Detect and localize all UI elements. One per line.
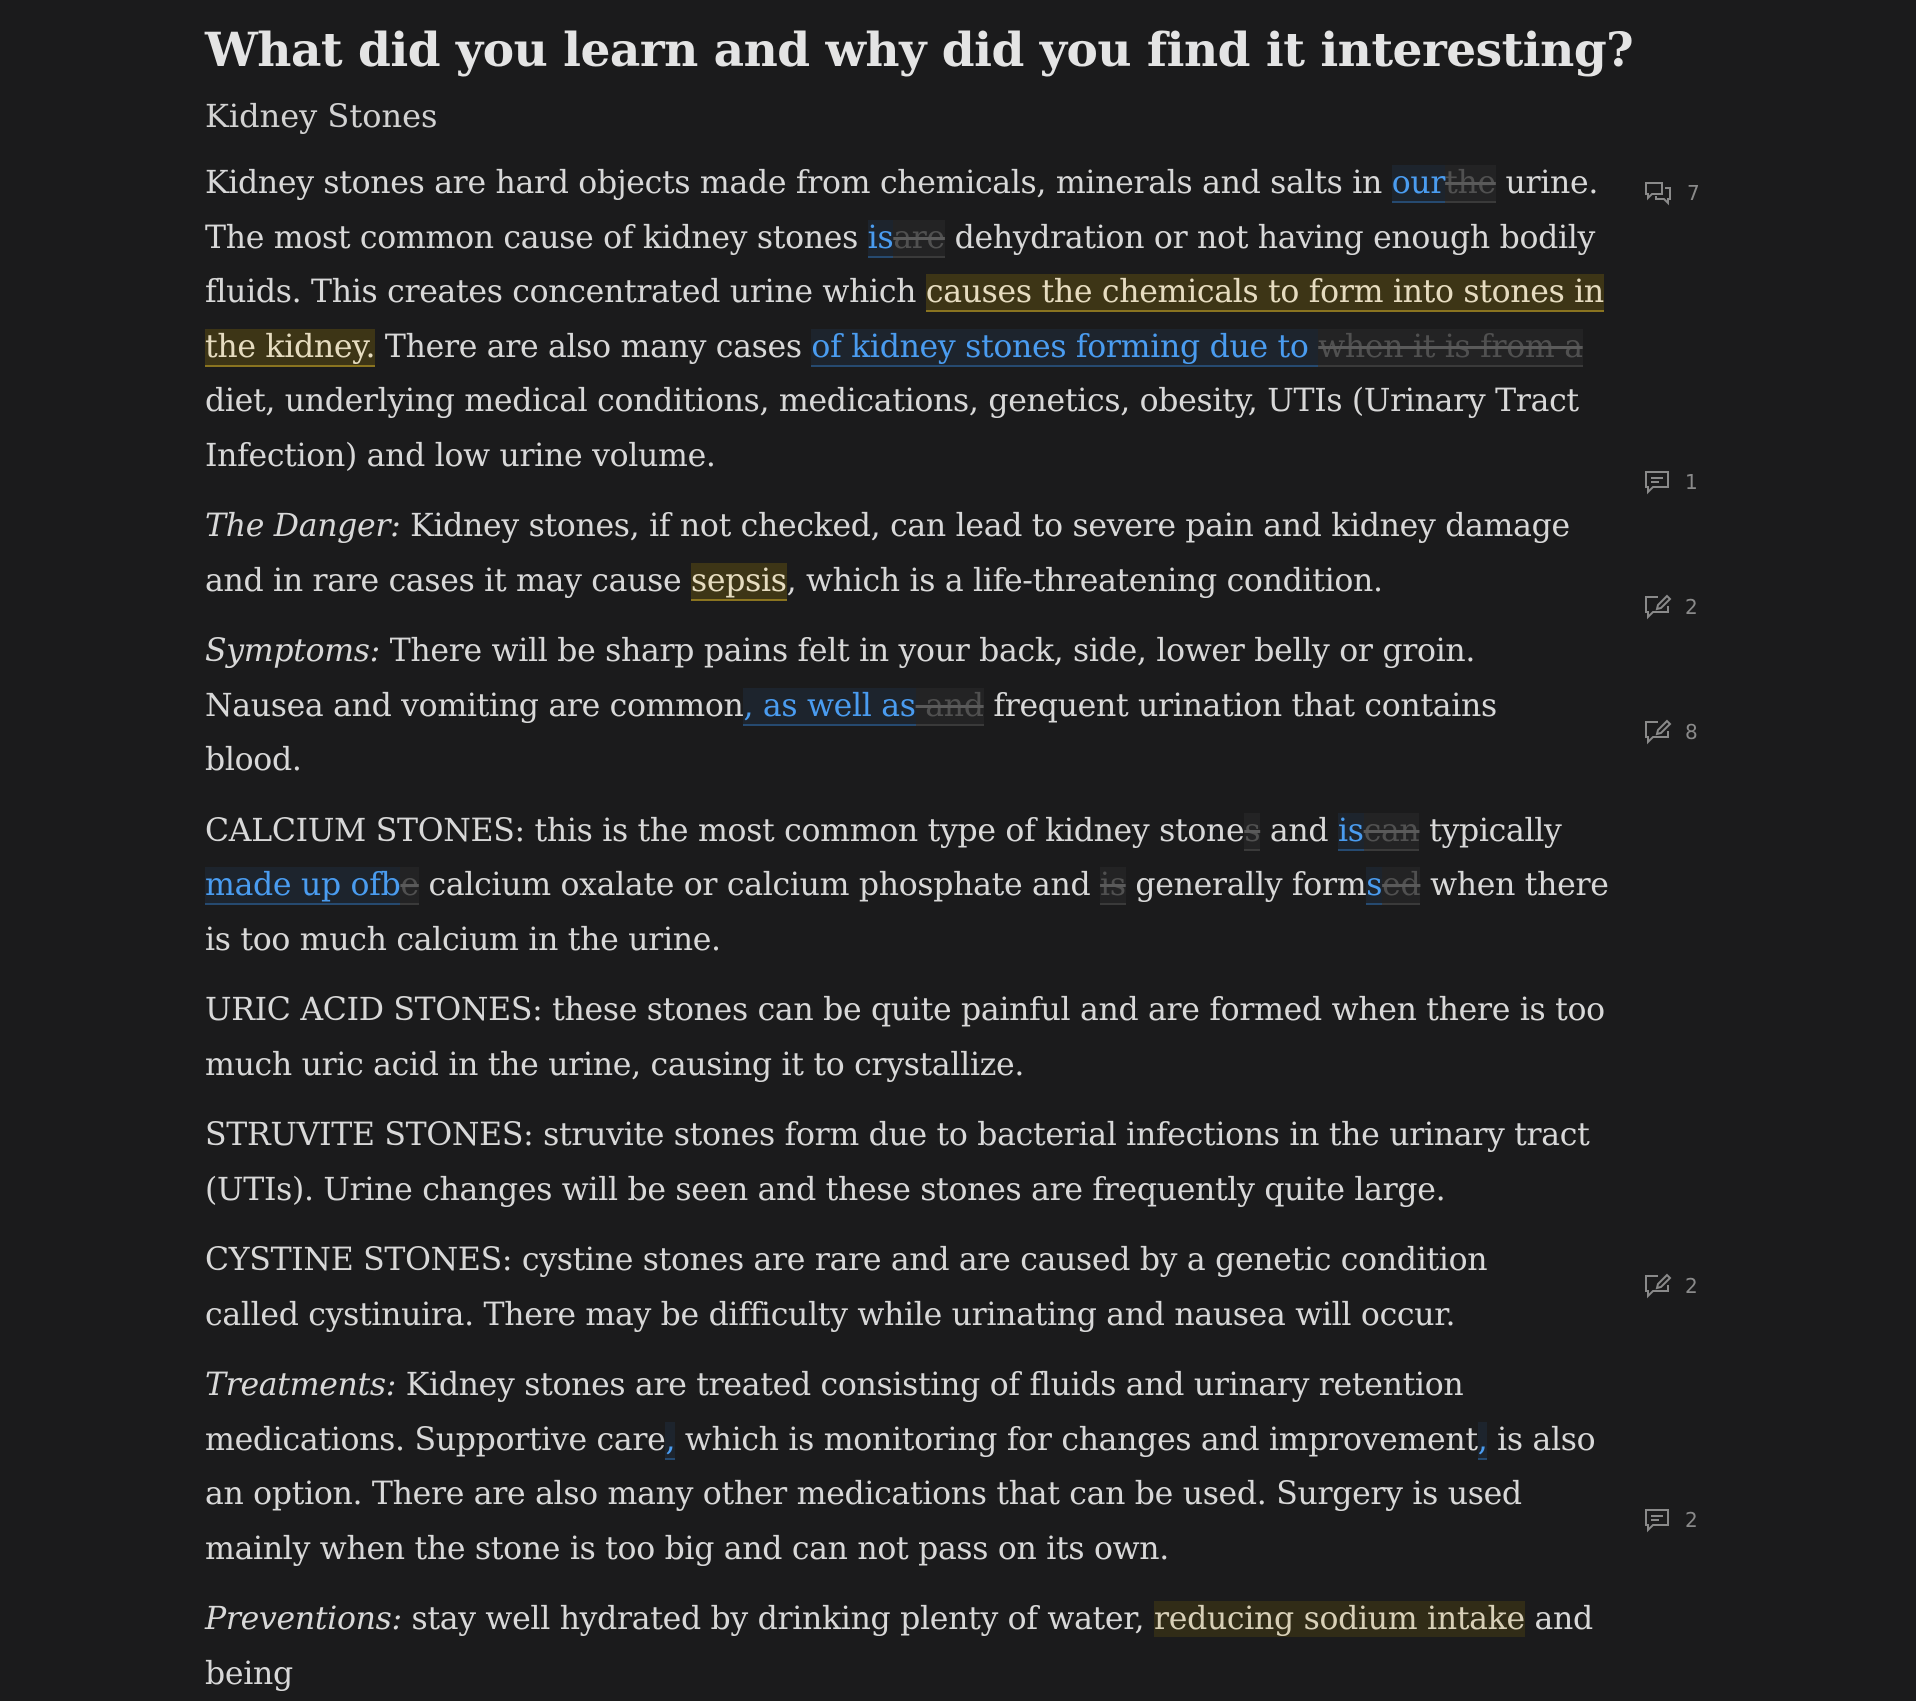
paragraph-treatments[interactable] (205, 1358, 1615, 1576)
tracked-insertion[interactable]: our (1391, 165, 1446, 201)
text-span: Kidney stones, if not checked, can lead to severe pain and kidney damage and in rare cases it may cause (205, 508, 1570, 599)
page-title: What did you learn and why did you find it interesting? (205, 23, 1634, 78)
tracked-insertion[interactable]: is (867, 219, 894, 256)
tracked-deletion[interactable]: s (1244, 812, 1261, 849)
text-span: There are also many cases (375, 328, 812, 365)
comment-marker-2[interactable] (1643, 469, 1698, 495)
tracked-insertion[interactable]: , (665, 1421, 676, 1458)
text-span: calcium oxalate or calcium phosphate and (418, 867, 1101, 903)
text-span: CALCIUM STONES: this is the most common type of kidney stone (205, 812, 1245, 849)
tracked-insertion[interactable]: made up of (205, 867, 381, 903)
tracked-insertion[interactable]: is (1337, 812, 1364, 849)
document-body (205, 0, 1634, 1701)
tracked-deletion[interactable]: e (400, 867, 419, 903)
comment-count: 2 (1685, 1508, 1698, 1532)
comment-count: 2 (1685, 595, 1698, 619)
text-span: URIC ACID STONES: these stones can be quite painful and are formed when there is too much uric acid in the urine, causing it to crystallize. (205, 992, 1605, 1083)
comment-marker-3[interactable] (1643, 594, 1698, 620)
comment-marker-4[interactable] (1643, 719, 1698, 745)
comment-count: 2 (1685, 1274, 1698, 1298)
text-span: typically (1419, 812, 1562, 849)
text-span: There will be sharp pains felt in your back, side, lower belly or groin. Nausea and vomiting are common (205, 633, 1476, 724)
text-span: STRUVITE STONES: struvite stones form due to bacterial infections in the urinary tract (UTIs). Urine changes will be seen and these stones are frequently quite large. (205, 1117, 1590, 1208)
text-span: CYSTINE STONES: cystine stones are rare and are caused by a genetic condition called cystinuira. There may be difficulty while urinating and nausea will occur. (205, 1242, 1488, 1333)
tracked-deletion[interactable]: when it is from a (1318, 328, 1583, 365)
comment-highlight[interactable]: causes the chemicals to form into stones in the kidney. (205, 274, 1604, 365)
text-span: and (1260, 812, 1338, 849)
text-span: generally form (1125, 867, 1367, 903)
text-span: dehydration or not having enough bodily fluids. This creates concentrated urine which (205, 219, 1596, 310)
comment-icon[interactable] (1643, 1507, 1671, 1533)
text-span: stay well hydrated by drinking plenty of water, (401, 1601, 1154, 1637)
tracked-deletion[interactable]: can (1363, 812, 1420, 849)
text-span: and being (205, 1601, 1593, 1692)
comment-edit-icon[interactable] (1643, 1273, 1671, 1299)
section-label: Preventions: (205, 1601, 402, 1637)
comment-marker-5[interactable] (1643, 1273, 1698, 1299)
comment-marker-6[interactable] (1643, 1507, 1698, 1533)
text-span: when there is too much calcium in the urine. (205, 867, 1609, 958)
text-span: Kidney stones are hard objects made from chemicals, minerals and salts in (205, 165, 1392, 201)
comment-count: 8 (1685, 720, 1698, 744)
text-span: urine. The most common cause of kidney stones (205, 165, 1599, 256)
comment-highlight[interactable]: sepsis (691, 562, 787, 599)
paragraph-danger[interactable] (205, 499, 1615, 608)
paragraph-intro[interactable] (205, 156, 1625, 483)
tracked-insertion[interactable]: b (380, 867, 401, 903)
comment-count: 7 (1687, 181, 1700, 205)
paragraph-calcium-stones[interactable] (205, 804, 1625, 968)
text-span: diet, underlying medical conditions, medications, genetics, obesity, UTIs (Urinary Tract Infection) and low urine volume. (205, 383, 1579, 474)
text-span: is also an option. There are also many other medications that can be used. Surgery is used mainly when the stone is too big and can not pass on its own. (205, 1421, 1596, 1567)
text-span: Kidney stones are treated consisting of fluids and urinary retention medications. Supportive care (205, 1367, 1464, 1458)
comment-icon[interactable] (1643, 469, 1671, 495)
tracked-deletion[interactable]: and (915, 687, 984, 724)
paragraph-struvite-stones[interactable] (205, 1108, 1625, 1217)
text-span: , which is a life-threatening condition. (786, 562, 1383, 599)
tracked-deletion[interactable]: are (893, 219, 945, 256)
comment-marker-1[interactable] (1643, 180, 1700, 206)
text-span: which is monitoring for changes and improvement (675, 1421, 1478, 1458)
tracked-deletion[interactable]: ed (1382, 867, 1421, 903)
comment-edit-icon[interactable] (1643, 594, 1671, 620)
tracked-deletion[interactable]: the (1445, 165, 1496, 201)
paragraph-preventions[interactable] (205, 1592, 1625, 1701)
tracked-insertion[interactable]: , (1477, 1421, 1488, 1458)
tracked-deletion[interactable]: is (1100, 867, 1126, 903)
section-label: Treatments: (205, 1367, 397, 1403)
section-label: Symptoms: (205, 633, 380, 669)
comment-count: 1 (1685, 470, 1698, 494)
document-subtitle: Kidney Stones (205, 97, 438, 135)
comment-thread-icon[interactable] (1643, 180, 1673, 206)
paragraph-symptoms[interactable] (205, 624, 1595, 788)
tracked-insertion[interactable]: s (1366, 867, 1383, 903)
paragraph-cystine-stones[interactable] (205, 1233, 1585, 1342)
tracked-insertion[interactable]: , as well as (743, 687, 916, 724)
text-span: frequent urination that contains blood. (205, 687, 1497, 778)
section-label: The Danger: (205, 508, 401, 544)
paragraph-uric-acid-stones[interactable] (205, 983, 1615, 1092)
tracked-insertion[interactable]: of kidney stones forming due to (811, 328, 1319, 365)
comment-highlight[interactable]: reducing sodium intake (1153, 1601, 1525, 1637)
comment-edit-icon[interactable] (1643, 719, 1671, 745)
